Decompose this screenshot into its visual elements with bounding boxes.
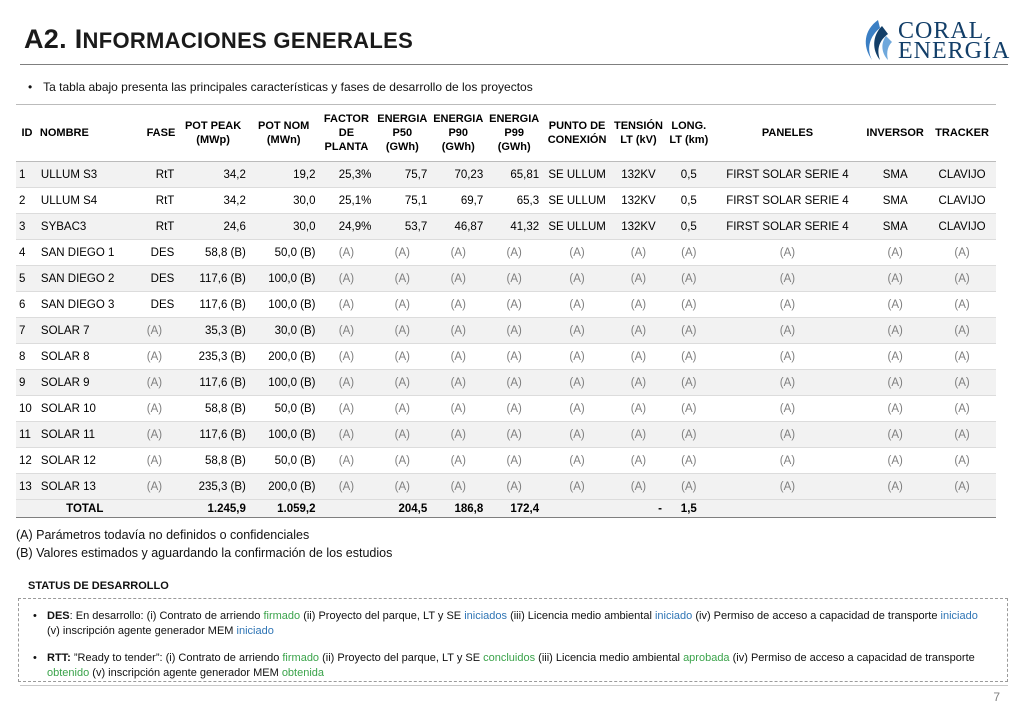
table-cell: (A) [542, 370, 612, 396]
status-des-part: (iii) Licencia medio ambiental [507, 610, 655, 622]
table-cell: 1 [16, 162, 38, 188]
table-cell: 4 [16, 240, 38, 266]
table-row [16, 318, 996, 344]
status-des-word: iniciado [654, 610, 693, 622]
table-cell: 5 [16, 266, 38, 292]
table-cell: 132KV [612, 188, 665, 214]
table-cell: (A) [319, 448, 375, 474]
page-number: 7 [993, 690, 1000, 704]
table-cell: SE ULLUM [542, 214, 612, 240]
table-cell: (A) [862, 396, 928, 422]
table-cell: (A) [665, 344, 713, 370]
table-cell: 75,7 [374, 162, 430, 188]
table-cell: FIRST SOLAR SERIE 4 [713, 162, 863, 188]
total-cell [319, 500, 375, 518]
total-cell [132, 500, 178, 518]
table-cell: (A) [612, 370, 665, 396]
logo-text-energia: ENERGÍA [898, 38, 1011, 64]
table-cell: (A) [430, 474, 486, 500]
bullet-icon: • [33, 610, 37, 622]
column-header: LONG. LT (km) [665, 105, 713, 162]
table-cell: 132KV [612, 162, 665, 188]
status-des-part: (ii) Proyecto del parque, LT y SE [300, 610, 465, 622]
status-rtt-part: (iii) Licencia medio ambiental [535, 652, 684, 664]
status-des-part: : En desarrollo: (i) Contrato de arriendo [69, 610, 264, 622]
table-cell: (A) [319, 240, 375, 266]
table-cell: 200,0 (B) [249, 474, 319, 500]
status-rtt-word: concluidos [483, 652, 536, 664]
column-header: ENERGIA P90 (GWh) [430, 105, 486, 162]
table-row [16, 292, 996, 318]
table-cell: 34,2 [177, 188, 249, 214]
table-cell: (A) [319, 292, 375, 318]
total-cell [928, 500, 996, 518]
table-row [16, 162, 996, 188]
page-title [24, 24, 413, 55]
intro-bullet [28, 80, 533, 94]
table-cell: (A) [486, 396, 542, 422]
table-cell: (A) [319, 370, 375, 396]
table-cell: (A) [928, 318, 996, 344]
table-cell: SAN DIEGO 1 [38, 240, 132, 266]
table-cell: (A) [612, 474, 665, 500]
table-row [16, 448, 996, 474]
table-cell: (A) [486, 318, 542, 344]
table-cell: (A) [132, 344, 178, 370]
table-cell: 24,6 [177, 214, 249, 240]
status-des-word: iniciados [464, 610, 508, 622]
table-cell: FIRST SOLAR SERIE 4 [713, 214, 863, 240]
table-cell: 10 [16, 396, 38, 422]
table-cell: (A) [862, 474, 928, 500]
table-cell: 3 [16, 214, 38, 240]
column-header: NOMBRE [38, 105, 132, 162]
table-cell: 0,5 [665, 214, 713, 240]
table-cell: 35,3 (B) [177, 318, 249, 344]
table-cell: SOLAR 10 [38, 396, 132, 422]
table-cell: (A) [374, 318, 430, 344]
table-cell: 58,8 (B) [177, 396, 249, 422]
table-row [16, 474, 996, 500]
status-rtt-word: aprobada [683, 652, 730, 664]
table-cell: (A) [713, 240, 863, 266]
status-title: STATUS DE DESARROLLO [28, 580, 169, 592]
table-cell: 75,1 [374, 188, 430, 214]
table-row [16, 396, 996, 422]
table-cell: (A) [862, 266, 928, 292]
table-cell: (A) [430, 318, 486, 344]
table-cell: (A) [612, 240, 665, 266]
table-cell: (A) [862, 318, 928, 344]
intro-text: Ta tabla abajo presenta las principales características y fases de desarrollo de los proyectos [43, 80, 533, 94]
status-des-word: iniciado [940, 610, 978, 622]
table-cell: 50,0 (B) [249, 396, 319, 422]
table-cell: (A) [612, 422, 665, 448]
table-cell: 100,0 (B) [249, 266, 319, 292]
table-cell: 34,2 [177, 162, 249, 188]
table-cell: (A) [374, 422, 430, 448]
table-cell: 30,0 (B) [249, 318, 319, 344]
status-rtt-part: ”Ready to tender”: (i) Contrato de arriendo [70, 652, 283, 664]
table-cell: ULLUM S3 [38, 162, 132, 188]
total-cell: 204,5 [374, 500, 430, 518]
table-cell: (A) [132, 422, 178, 448]
table-cell: 25,3% [319, 162, 375, 188]
table-cell: CLAVIJO [928, 188, 996, 214]
column-header: INVERSOR [862, 105, 928, 162]
table-cell: (A) [542, 448, 612, 474]
table-cell: 100,0 (B) [249, 292, 319, 318]
total-cell [713, 500, 863, 518]
table-cell: (A) [486, 422, 542, 448]
table-cell: SOLAR 9 [38, 370, 132, 396]
total-cell [542, 500, 612, 518]
table-cell: (A) [612, 448, 665, 474]
status-rtt-word: obtenido [47, 667, 90, 679]
table-cell: SOLAR 11 [38, 422, 132, 448]
table-cell: (A) [928, 370, 996, 396]
table-cell: (A) [713, 318, 863, 344]
table-cell: (A) [430, 344, 486, 370]
table-cell: (A) [319, 318, 375, 344]
status-des-label: DES [47, 610, 70, 622]
table-cell: SMA [862, 162, 928, 188]
table-cell: SE ULLUM [542, 162, 612, 188]
table-cell: (A) [430, 240, 486, 266]
status-des-part: (v) inscripción agente generador MEM [47, 625, 237, 637]
status-rtt-text [33, 651, 993, 681]
table-cell: (A) [486, 370, 542, 396]
table-cell: (A) [665, 318, 713, 344]
table-cell: (A) [486, 266, 542, 292]
table-cell: 58,8 (B) [177, 448, 249, 474]
table-cell: (A) [612, 266, 665, 292]
table-cell: (A) [862, 344, 928, 370]
table-cell: (A) [665, 240, 713, 266]
table-cell: (A) [612, 318, 665, 344]
bullet-icon: • [33, 652, 37, 664]
table-cell: (A) [928, 422, 996, 448]
status-des-part: (iv) Permiso de acceso a capacidad de transporte [692, 610, 941, 622]
table-cell: RtT [132, 162, 178, 188]
table-cell: SMA [862, 188, 928, 214]
total-cell: 186,8 [430, 500, 486, 518]
table-cell: (A) [862, 240, 928, 266]
table-cell: (A) [374, 292, 430, 318]
table-cell: (A) [665, 370, 713, 396]
table-cell: 117,6 (B) [177, 266, 249, 292]
table-cell: 132KV [612, 214, 665, 240]
table-cell: 53,7 [374, 214, 430, 240]
table-cell: (A) [713, 344, 863, 370]
table-cell: (A) [374, 474, 430, 500]
table-cell: (A) [862, 448, 928, 474]
table-cell: 41,32 [486, 214, 542, 240]
total-cell: TOTAL [38, 500, 132, 518]
table-cell: (A) [430, 422, 486, 448]
table-cell: (A) [928, 396, 996, 422]
column-header: TENSIÓN LT (kV) [612, 105, 665, 162]
status-rtt-item [33, 651, 993, 681]
total-cell: 1.245,9 [177, 500, 249, 518]
table-cell: 24,9% [319, 214, 375, 240]
table-cell: (A) [430, 266, 486, 292]
table-cell: ULLUM S4 [38, 188, 132, 214]
column-header: PUNTO DE CONEXIÓN [542, 105, 612, 162]
table-cell: 30,0 [249, 214, 319, 240]
table-cell: (A) [374, 448, 430, 474]
table-cell: SOLAR 13 [38, 474, 132, 500]
column-header: ID [16, 105, 38, 162]
status-des-word: firmado [263, 610, 301, 622]
logo-text-coral: CORAL [898, 18, 985, 44]
status-rtt-word: obtenida [281, 667, 325, 679]
table-cell: 117,6 (B) [177, 292, 249, 318]
note-b: (B) Valores estimados y aguardando la confirmación de los estudios [16, 546, 393, 560]
table-row [16, 422, 996, 448]
table-cell: SYBAC3 [38, 214, 132, 240]
table-cell: (A) [319, 344, 375, 370]
column-header: ENERGIA P99 (GWh) [486, 105, 542, 162]
flame-logo-icon [858, 16, 898, 64]
projects-table [16, 104, 996, 518]
table-cell: (A) [132, 474, 178, 500]
table-cell: (A) [132, 370, 178, 396]
total-cell: 1.059,2 [249, 500, 319, 518]
table-cell: (A) [542, 474, 612, 500]
status-box [18, 598, 1008, 682]
table-cell: 25,1% [319, 188, 375, 214]
table-row [16, 188, 996, 214]
table-cell: 50,0 (B) [249, 240, 319, 266]
status-des-text [33, 609, 993, 639]
table-cell: 65,81 [486, 162, 542, 188]
table-cell: DES [132, 292, 178, 318]
table-cell: 100,0 (B) [249, 370, 319, 396]
table-cell: DES [132, 266, 178, 292]
table-cell: (A) [928, 344, 996, 370]
table-cell: (A) [713, 292, 863, 318]
table-cell: (A) [542, 292, 612, 318]
table-cell: 50,0 (B) [249, 448, 319, 474]
table-cell: (A) [665, 396, 713, 422]
table-cell: 0,5 [665, 162, 713, 188]
table-cell: (A) [612, 396, 665, 422]
table-cell: 8 [16, 344, 38, 370]
page-title-first: A2. I [24, 24, 83, 54]
table-cell: 200,0 (B) [249, 344, 319, 370]
table-cell: CLAVIJO [928, 214, 996, 240]
table-cell: 100,0 (B) [249, 422, 319, 448]
table-cell: (A) [486, 448, 542, 474]
table-cell: 117,6 (B) [177, 422, 249, 448]
column-header: PANELES [713, 105, 863, 162]
table-cell: SOLAR 8 [38, 344, 132, 370]
table-row [16, 266, 996, 292]
table-cell: SOLAR 7 [38, 318, 132, 344]
column-header: TRACKER [928, 105, 996, 162]
table-cell: FIRST SOLAR SERIE 4 [713, 188, 863, 214]
table-cell: (A) [862, 292, 928, 318]
table-cell: 0,5 [665, 188, 713, 214]
table-cell: (A) [862, 422, 928, 448]
table-cell: SE ULLUM [542, 188, 612, 214]
table-cell: (A) [430, 370, 486, 396]
table-row [16, 214, 996, 240]
table-cell: (A) [374, 344, 430, 370]
table-cell: (A) [928, 292, 996, 318]
table-cell: 117,6 (B) [177, 370, 249, 396]
table-cell: (A) [132, 318, 178, 344]
table-cell: (A) [612, 292, 665, 318]
table-cell: (A) [665, 266, 713, 292]
column-header: FASE [132, 105, 178, 162]
status-rtt-word: firmado [282, 652, 320, 664]
table-cell: (A) [713, 396, 863, 422]
table-cell: (A) [374, 370, 430, 396]
table-cell: SAN DIEGO 2 [38, 266, 132, 292]
table-cell: (A) [319, 266, 375, 292]
table-cell: (A) [665, 448, 713, 474]
column-header: FACTOR DE PLANTA [319, 105, 375, 162]
table-body [16, 162, 996, 518]
total-cell: 172,4 [486, 500, 542, 518]
status-rtt-part: (ii) Proyecto del parque, LT y SE [319, 652, 484, 664]
table-cell: RtT [132, 188, 178, 214]
table-cell: (A) [928, 474, 996, 500]
table-cell: (A) [542, 422, 612, 448]
total-cell [862, 500, 928, 518]
table-cell: (A) [319, 474, 375, 500]
table-cell: (A) [542, 240, 612, 266]
table-cell: 65,3 [486, 188, 542, 214]
table-cell: (A) [928, 448, 996, 474]
table-cell: SAN DIEGO 3 [38, 292, 132, 318]
table-cell: (A) [862, 370, 928, 396]
table-cell: 2 [16, 188, 38, 214]
total-cell [16, 500, 38, 518]
column-header: POT NOM (MWn) [249, 105, 319, 162]
status-des-item [33, 609, 993, 639]
table-notes [16, 526, 392, 562]
table-cell: 7 [16, 318, 38, 344]
status-rtt-part: (iv) Permiso de acceso a capacidad de transporte [729, 652, 975, 664]
status-rtt-part: (v) inscripción agente generador MEM [89, 667, 282, 679]
table-cell: (A) [374, 240, 430, 266]
note-a: (A) Parámetros todavía no definidos o confidenciales [16, 528, 310, 542]
page-title-rest: NFORMACIONES GENERALES [82, 28, 414, 53]
table-cell: (A) [928, 266, 996, 292]
table-cell: 30,0 [249, 188, 319, 214]
status-des-word: iniciado [236, 625, 274, 637]
table-total-row [16, 500, 996, 518]
column-header: ENERGIA P50 (GWh) [374, 105, 430, 162]
total-cell: - [612, 500, 665, 518]
table-cell: (A) [430, 448, 486, 474]
table-cell: (A) [665, 422, 713, 448]
table-cell: 70,23 [430, 162, 486, 188]
status-rtt-label: RTT: [47, 652, 71, 664]
table-cell: SMA [862, 214, 928, 240]
table-cell: (A) [713, 448, 863, 474]
table-cell: CLAVIJO [928, 162, 996, 188]
table-cell: SOLAR 12 [38, 448, 132, 474]
table-row [16, 344, 996, 370]
table-cell: (A) [132, 448, 178, 474]
table-cell: (A) [374, 266, 430, 292]
table-cell: (A) [319, 396, 375, 422]
table-cell: 9 [16, 370, 38, 396]
table-cell: (A) [132, 396, 178, 422]
table-cell: 58,8 (B) [177, 240, 249, 266]
table-cell: (A) [612, 344, 665, 370]
projects-table-container [16, 104, 996, 518]
table-cell: (A) [430, 396, 486, 422]
table-cell: (A) [665, 292, 713, 318]
footer-divider [20, 685, 1008, 686]
bullet-icon: • [28, 80, 33, 94]
table-header-row [16, 105, 996, 162]
total-cell: 1,5 [665, 500, 713, 518]
table-row [16, 240, 996, 266]
table-cell: (A) [665, 474, 713, 500]
table-cell: (A) [486, 240, 542, 266]
table-cell: (A) [542, 396, 612, 422]
table-cell: (A) [713, 422, 863, 448]
table-cell: (A) [374, 396, 430, 422]
table-cell: 13 [16, 474, 38, 500]
table-cell: (A) [713, 370, 863, 396]
table-cell: (A) [430, 292, 486, 318]
table-cell: 19,2 [249, 162, 319, 188]
table-cell: (A) [486, 344, 542, 370]
table-cell: (A) [713, 266, 863, 292]
table-cell: (A) [486, 292, 542, 318]
table-cell: (A) [928, 240, 996, 266]
table-cell: DES [132, 240, 178, 266]
table-cell: 69,7 [430, 188, 486, 214]
table-cell: 12 [16, 448, 38, 474]
table-row [16, 370, 996, 396]
column-header: POT PEAK (MWp) [177, 105, 249, 162]
table-cell: 46,87 [430, 214, 486, 240]
table-cell: 6 [16, 292, 38, 318]
table-cell: 235,3 (B) [177, 344, 249, 370]
table-cell: RtT [132, 214, 178, 240]
table-cell: (A) [319, 422, 375, 448]
table-cell: (A) [486, 474, 542, 500]
table-cell: (A) [542, 344, 612, 370]
table-cell: 11 [16, 422, 38, 448]
table-cell: (A) [542, 318, 612, 344]
table-cell: (A) [542, 266, 612, 292]
table-cell: 235,3 (B) [177, 474, 249, 500]
company-logo [858, 16, 1011, 66]
table-cell: (A) [713, 474, 863, 500]
